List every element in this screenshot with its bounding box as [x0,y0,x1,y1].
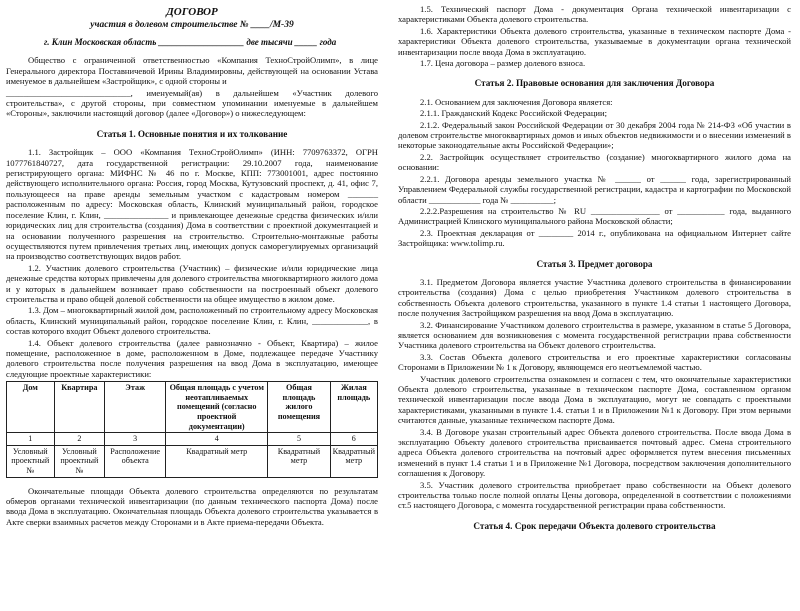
table-header-cell: Общая площадь жилого помещения [268,382,330,433]
document-title: ДОГОВОР [166,6,218,18]
table-cell: Условный проектный № [7,445,55,477]
table-cell: Условный проектный № [54,445,105,477]
table-number-row [7,433,378,446]
clause-1-5: 1.5. Технический паспорт Дома - документация Органа технической инвентаризации с характеристиками Объекта долевого строительства. [398,4,791,25]
intro-paragraph-2: _____________________________, именуемый(ая) в дальнейшем «Участник долевого строительства», с другой стороны, при совместном упоминании именуемые в дальнейшем «Стороны», заключили настоящий договор (далее «Договор») о нижеследующем: [6,87,378,119]
clause-3-3: 3.3. Состав Объекта долевого строительства и его проектные характеристики согласованы Сторонами в Приложении № 1 к Договору, являющемся его неотъемлемой частью. [398,351,791,373]
intro-paragraph-1: Общество с ограниченной ответственностью «Компания ТехноСтройОлимп», в лице Генерального директора Поставничевой Ирины Владимировны, действующей на основании Устава именуемое в дальнейшем «Застройщик», с одной стороны и [6,55,378,87]
table-cell: Квадратный метр [166,445,268,477]
right-column [398,4,791,539]
table-number-cell: 6 [330,433,377,446]
table-number-cell: 5 [268,433,330,446]
place-date-line: г. Клин Московская область ___________________ две тысячи _____ года [44,37,337,47]
clause-3-2: 3.2. Финансирование Участником долевого строительства в размере, указанном в статье 5 Договора, является основанием для возникновения с момента государственной регистрации права собственности Участника долевого строительства на Объект долевого строительства. [398,319,791,351]
table-header-row [7,382,378,433]
table-header-cell: Жилая площадь [330,382,377,433]
clause-2-2: 2.2. Застройщик осуществляет строительство (создание) многоквартирного жилого дома на основании: [398,151,791,173]
table-cell: Расположение объекта [105,445,166,477]
table-number-cell: 2 [54,433,105,446]
clause-2-3: 2.3. Проектная декларация от ________ 2014 г., опубликована на официальном Интернет сайте Застройщика: www.tolimp.ru. [398,227,791,249]
clause-1-1: 1.1. Застройщик – ООО «Компания ТехноСтройОлимп» (ИНН: 7709763372, ОГРН 1077761840727, дата государственной регистрации: 29.10.2007 года, наименование регистрирующего органа: МИФНС № 46 по г. Москве, КПП: 773001001, адрес постоянно действующего исполнительного органа: Россия, город Москва, Кутузовский проспект, д. 41, офис 7, пользующееся на праве аренды земельным участком с кадастровым номером _______ расположенным по адресу: Московская область, Клинский муниципальный район, городское поселение Клин, г. Клин, _______________ и привлекающее денежные средства физических и/или юридических лиц для строительства (создания) Дома в соответствии с проектной документацией и на основании полученного разрешения на строительство. Строительно-монтажные работы осуществляются путем привлечения третьих лиц, имеющих допуск саморегулируемых организаций на производство соответствующих видов работ. [6,147,378,262]
table-header-cell: Квартира [54,382,105,433]
clause-3-3-note: Участник долевого строительства ознакомлен и согласен с тем, что окончательные характеристики Объекта долевого строительства, указанные в техническом паспорте Дома, составленном органом технической инвентаризации после ввода Дома в эксплуатацию, могут не совпадать с проектными характеристиками, указанными в пункте 1.4. статьи 1 и в Приложении №1 к Договору. При этом верными считаются данные, указанные техническом паспорте Дома. [398,373,791,426]
table-row [7,445,378,477]
clause-1-6: 1.6. Характеристики Объекта долевого строительства, указанные в техническом паспорте Дома - характеристики Объекта долевого строительства, указываемые в документации органа технической инвентаризации после ввода Дома в эксплуатацию. [398,25,791,57]
left-column [6,4,378,528]
section-3-title: Статья 3. Предмет договора [536,258,653,269]
clause-3-5: 3.5. Участник долевого строительства приобретает право собственности на Объект долевого строительства только после полной оплаты Цены договора, определенной в соответствии с положениями ст.5 настоящего Договора, с момента государственной регистрации права собственности. [398,479,791,511]
clause-2-1-2: 2.1.2. Федеральный закон Российской Федерации от 30 декабря 2004 года № 214-ФЗ «Об участии в долевом строительстве многоквартирных домов и иных объектов недвижимости и о внесении изменений в некоторые законодательные акты Российской Федерации»; [398,119,791,151]
clause-3-4: 3.4. В Договоре указан строительный адрес Объекта долевого строительства. После ввода Дома в эксплуатацию Объекту долевого строительства присваивается почтовый адрес. Смена строительного адреса Объекта долевого строительства на почтовый адрес оформляется путем внесения письменных изменений в пункт 1.4 статьи 1 и в Приложение №1 Договора, посредством заключения дополнительного соглашения к Договору. [398,426,791,479]
section-4-title: Статья 4. Срок передачи Объекта долевого строительства [473,520,716,531]
table-header-cell: Дом [7,382,55,433]
clause-1-7: 1.7. Цена договора – размер долевого взноса. [420,58,586,69]
object-characteristics-table [6,381,378,477]
table-cell: Квадратный метр [330,445,377,477]
section-2-title: Статья 2. Правовые основания для заключения Договора [474,78,715,89]
table-number-cell: 4 [166,433,268,446]
clause-2-1-1: 2.1.1. Гражданский Кодекс Российской Федерации; [420,108,608,119]
table-header-cell: Этаж [105,382,166,433]
paragraph-after-table: Окончательные площади Объекта долевого строительства определяются по результатам обмеров органами технической инвентаризации (по данным технического паспорта Дома) после ввода Дома в эксплуатацию. Окончательная площадь Объекта долевого строительства указывается в Акте сверки взаимных расчетов между Сторонами и в Акте приема-передачи Объекта. [6,485,378,527]
document-subtitle: участия в долевом строительстве № ____/М-39 [90,20,294,30]
table-header-cell: Общая площадь с учетом неотапливаемых помещений (согласно проектной документации) [166,382,268,433]
clause-2-2-1: 2.2.1. Договора аренды земельного участка № ______ от ______ года, зарегистрированный Управлением Федеральной службы государственной регистрации, кадастра и картографии по Московской области ____________ года № __________; [398,173,791,205]
clause-1-3: 1.3. Дом – многоквартирный жилой дом, расположенный по строительному адресу Московская область, Клинский муниципальный район, городское поселение Клин, г. Клин, _____________, в состав которого входит Объект долевого строительства. [6,305,378,337]
clause-1-4: 1.4. Объект долевого строительства (далее равнозначно - Объект, Квартира) – жилое помещение, расположенное в доме, расположенном в Доме, подлежащее передаче Участнику долевого строительства после получения разрешения на ввод Дома в эксплуатацию, имеющее следующие проектные характеристики: [6,337,378,379]
clause-2-2-2: 2.2.2.Разрешения на строительство № RU ________________ от ___________ года, выданного Администрацией Клинского муниципального района Московской области; [398,205,791,227]
table-number-cell: 3 [105,433,166,446]
clause-1-2: 1.2. Участник долевого строительства (Участник) – физические и/или юридические лица денежные средства которых привлечены для долевого строительства многоквартирного жилого дома и у которых в дальнейшем возникает право собственности на построенный объект долевого строительства и право общей долевой собственности на общее имущество в жилом доме. [6,262,378,304]
clause-3-1: 3.1. Предметом Договора является участие Участника долевого строительства в финансировании строительства (создания) Дома с целью приобретения Участником долевого строительства в собственность Объекта долевого строительства, указанного в пункте 1.4 статьи 1 настоящего Договора, после получения Застройщиком разрешения на ввод Дома в эксплуатацию. [398,276,791,319]
table-cell: Квадратный метр [268,445,330,477]
section-1-title: Статья 1. Основные понятия и их толкование [96,128,288,139]
clause-2-1: 2.1. Основанием для заключения Договора является: [420,96,613,107]
table-number-cell: 1 [7,433,55,446]
